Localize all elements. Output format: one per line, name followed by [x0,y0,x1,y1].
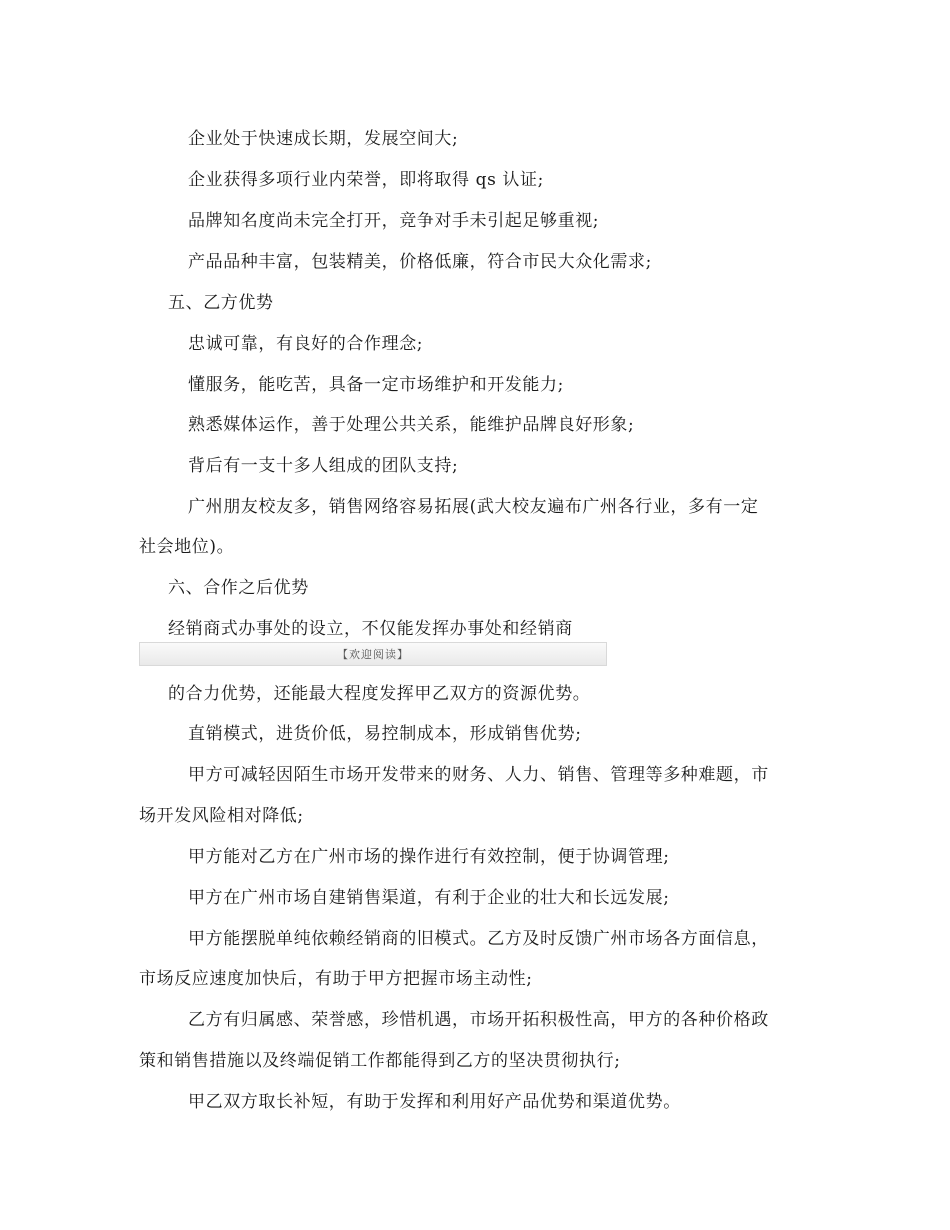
text-line: 甲方可减轻因陌生市场开发带来的财务、人力、销售、管理等多种难题，市 [188,765,769,785]
text-line: 甲方在广州市场自建销售渠道，有利于企业的壮大和长远发展; [188,888,670,908]
welcome-banner [139,642,607,666]
text-line: 企业获得多项行业内荣誉，即将取得 qs 认证; [188,170,544,190]
text-line: 广州朋友校友多，销售网络容易拓展(武大校友遍布广州各行业，多有一定 [188,497,759,517]
text-line: 品牌知名度尚未完全打开，竞争对手未引起足够重视; [188,211,600,231]
text-line: 企业处于快速成长期，发展空间大; [188,129,459,149]
text-line: 直销模式，进货价低，易控制成本，形成销售优势; [188,724,582,744]
banner-label: 【欢迎阅读】 [337,648,409,661]
text-line: 甲方能对乙方在广州市场的操作进行有效控制，便于协调管理; [188,847,670,867]
text-line: 的合力优势，还能最大程度发挥甲乙双方的资源优势。 [168,684,591,704]
text-line: 懂服务，能吃苦，具备一定市场维护和开发能力; [188,375,564,395]
text-line: 熟悉媒体运作，善于处理公共关系，能维护品牌良好形象; [188,415,635,435]
text-line: 策和销售措施以及终端促销工作都能得到乙方的坚决贯彻执行; [139,1051,621,1071]
text-line: 社会地位)。 [139,537,235,557]
section-heading: 五、乙方优势 [168,293,274,313]
text-line: 背后有一支十多人组成的团队支持; [188,456,459,476]
text-line: 甲方能摆脱单纯依赖经销商的旧模式。乙方及时反馈广州市场各方面信息， [188,929,769,949]
section-heading: 六、合作之后优势 [168,578,309,598]
text-line: 忠诚可靠，有良好的合作理念; [188,334,424,354]
text-line: 市场反应速度加快后，有助于甲方把握市场主动性; [139,969,533,989]
text-line: 甲乙双方取长补短，有助于发挥和利用好产品优势和渠道优势。 [188,1092,681,1112]
text-line: 产品品种丰富，包装精美，价格低廉，符合市民大众化需求; [188,252,652,272]
text-line: 乙方有归属感、荣誉感，珍惜机遇，市场开拓积极性高，甲方的各种价格政 [188,1010,769,1030]
text-line: 经销商式办事处的设立，不仅能发挥办事处和经销商 [168,619,573,639]
text-line: 场开发风险相对降低; [139,806,304,826]
